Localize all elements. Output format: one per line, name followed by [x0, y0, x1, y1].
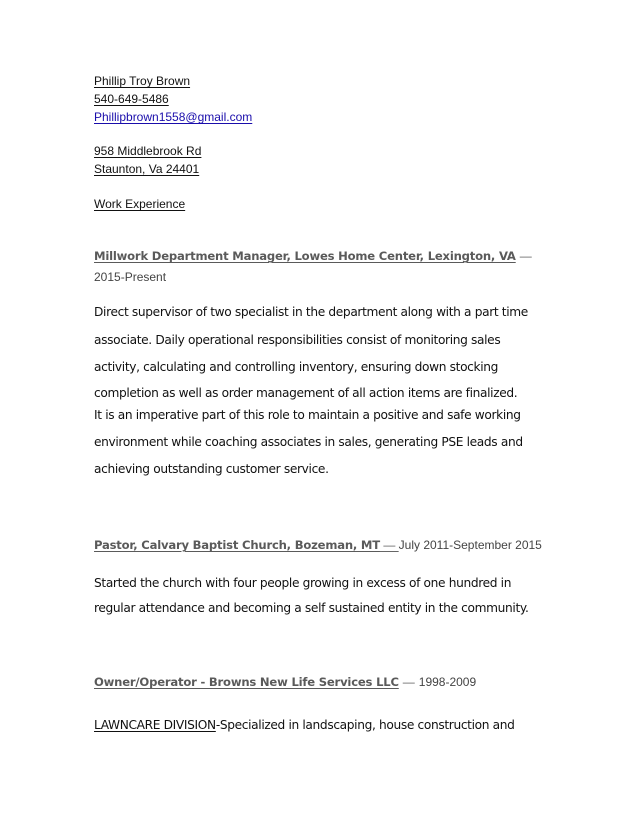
job-description-line: completion as well as order management of all action items are finalized. [94, 386, 518, 400]
job-dash: — [379, 538, 399, 552]
job-description-line: environment while coaching associates in sales, generating PSE leads and [94, 435, 523, 449]
division-description: -Specialized in landscaping, house construction and [215, 718, 515, 732]
job-heading [94, 536, 542, 554]
job-title: Owner/Operator - Browns New Life Services LLC [94, 675, 399, 689]
division-label: LAWNCARE DIVISION [94, 718, 216, 732]
section-title-work-experience: Work Experience [94, 197, 186, 211]
job-dates: 1998-2009 [418, 675, 477, 689]
job-title: Millwork Department Manager, Lowes Home Center, Lexington, VA [94, 249, 516, 263]
job-description-line: Direct supervisor of two specialist in the department along with a part time [94, 305, 528, 319]
job-description-line: associate. Daily operational responsibilities consist of monitoring sales [94, 333, 501, 347]
job-title: Pastor, Calvary Baptist Church, Bozeman, MT [94, 538, 380, 552]
job-heading [94, 247, 532, 265]
job-description-line: regular attendance and becoming a self sustained entity in the community. [94, 601, 529, 615]
job-description-line: It is an imperative part of this role to maintain a positive and safe working [94, 408, 521, 422]
job-description-line: achieving outstanding customer service. [94, 462, 329, 476]
job-description-line [94, 718, 515, 732]
job-heading [94, 673, 476, 691]
contact-email-link[interactable]: Phillipbrown1558@gmail.com [94, 110, 253, 124]
contact-city: Staunton, Va 24401 [94, 162, 200, 176]
job-dates: 2015-Present [94, 270, 167, 284]
contact-street: 958 Middlebrook Rd [94, 144, 202, 158]
contact-phone[interactable]: 540-649-5486 [94, 92, 169, 106]
job-description-line: activity, calculating and controlling inventory, ensuring down stocking [94, 360, 499, 374]
job-description-line: Started the church with four people growing in excess of one hundred in [94, 576, 512, 590]
job-dates: July 2011-September 2015 [398, 538, 542, 552]
job-dash: — [402, 675, 415, 689]
contact-name: Phillip Troy Brown [94, 74, 191, 88]
job-dash: — [519, 249, 532, 263]
